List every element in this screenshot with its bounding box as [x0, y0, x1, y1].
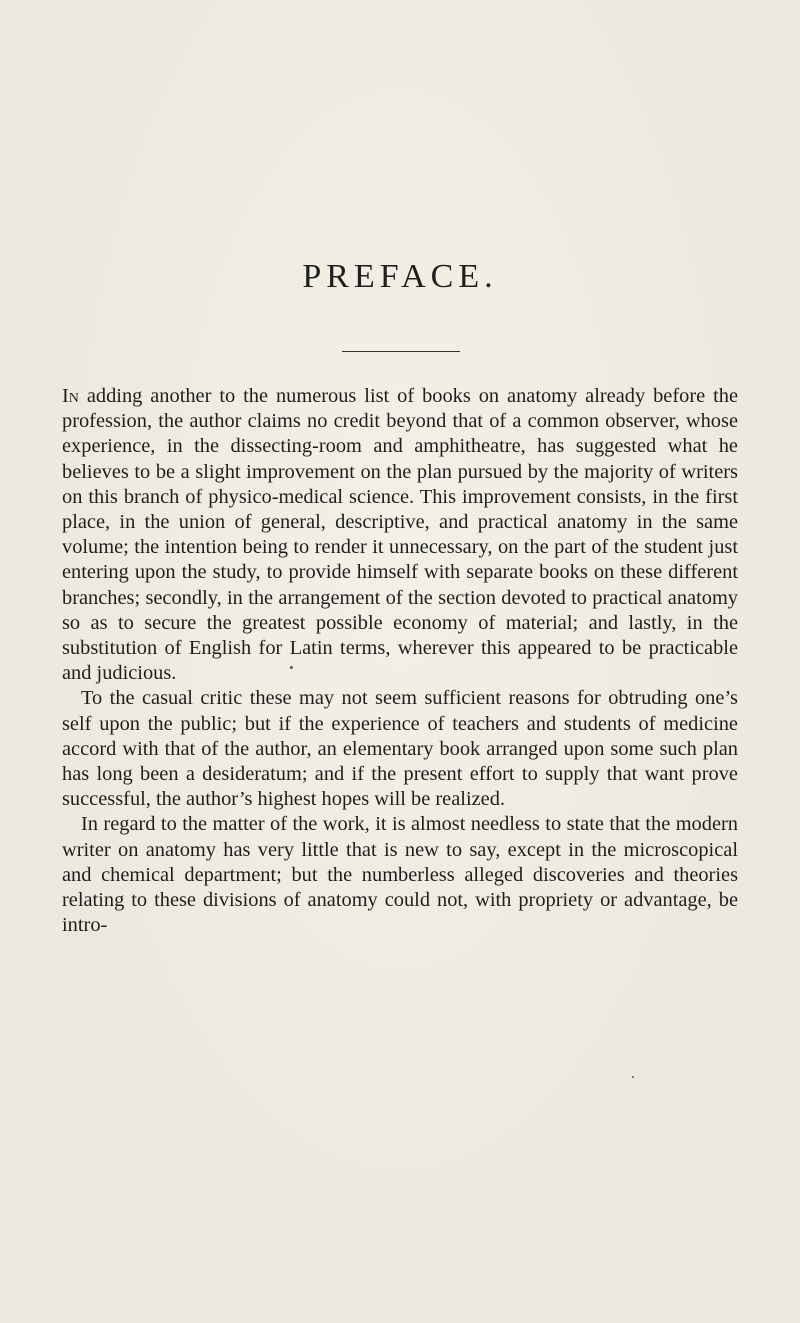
- paragraph-2: To the casual critic these may not seem sufficient reasons for obtruding one’s self upon the public; but if the experience of teachers and students of medicine accord with that of the author, an elementary book arranged upon some such plan has long been a desideratum; and if the present effort to supply that want prove successful, the author’s highest hopes will be realized.: [62, 687, 738, 811]
- paragraph-1: [62, 384, 738, 686]
- preface-body: [62, 384, 738, 938]
- print-speck: [632, 1076, 634, 1078]
- paragraph-3: In regard to the matter of the work, it is almost needless to state that the modern writer on anatomy has very little that is new to say, except in the microscopical and chemical department; but the numberless alleged discoveries and theories relating to these divisions of anatomy could not, with propriety or advantage, be intro-: [62, 813, 738, 937]
- paragraph-1-lead: In: [62, 385, 79, 407]
- title-divider: [342, 351, 460, 352]
- paragraph-1-text: adding another to the numerous list of books on anatomy already before the profession, the author claims no credit beyond that of a common observer, whose experience, in the dissecting-room and amphitheatre, has suggested what he believes to be a slight improvement on the plan pursued by the majority of writers on this branch of physico-medical science. This improvement consists, in the first place, in the union of general, descriptive, and practical anatomy in the same volume; the intention being to render it unnecessary, on the part of the student just entering upon the study, to provide himself with separate books on these different branches; secondly, in the arrangement of the section devoted to practical anatomy so as to secure the greatest possible economy of material; and lastly, in the substitution of English for Latin terms, wherever this appeared to be practicable and judicious.: [62, 385, 738, 685]
- print-speck: [290, 666, 293, 669]
- page-title: PREFACE.: [302, 258, 498, 295]
